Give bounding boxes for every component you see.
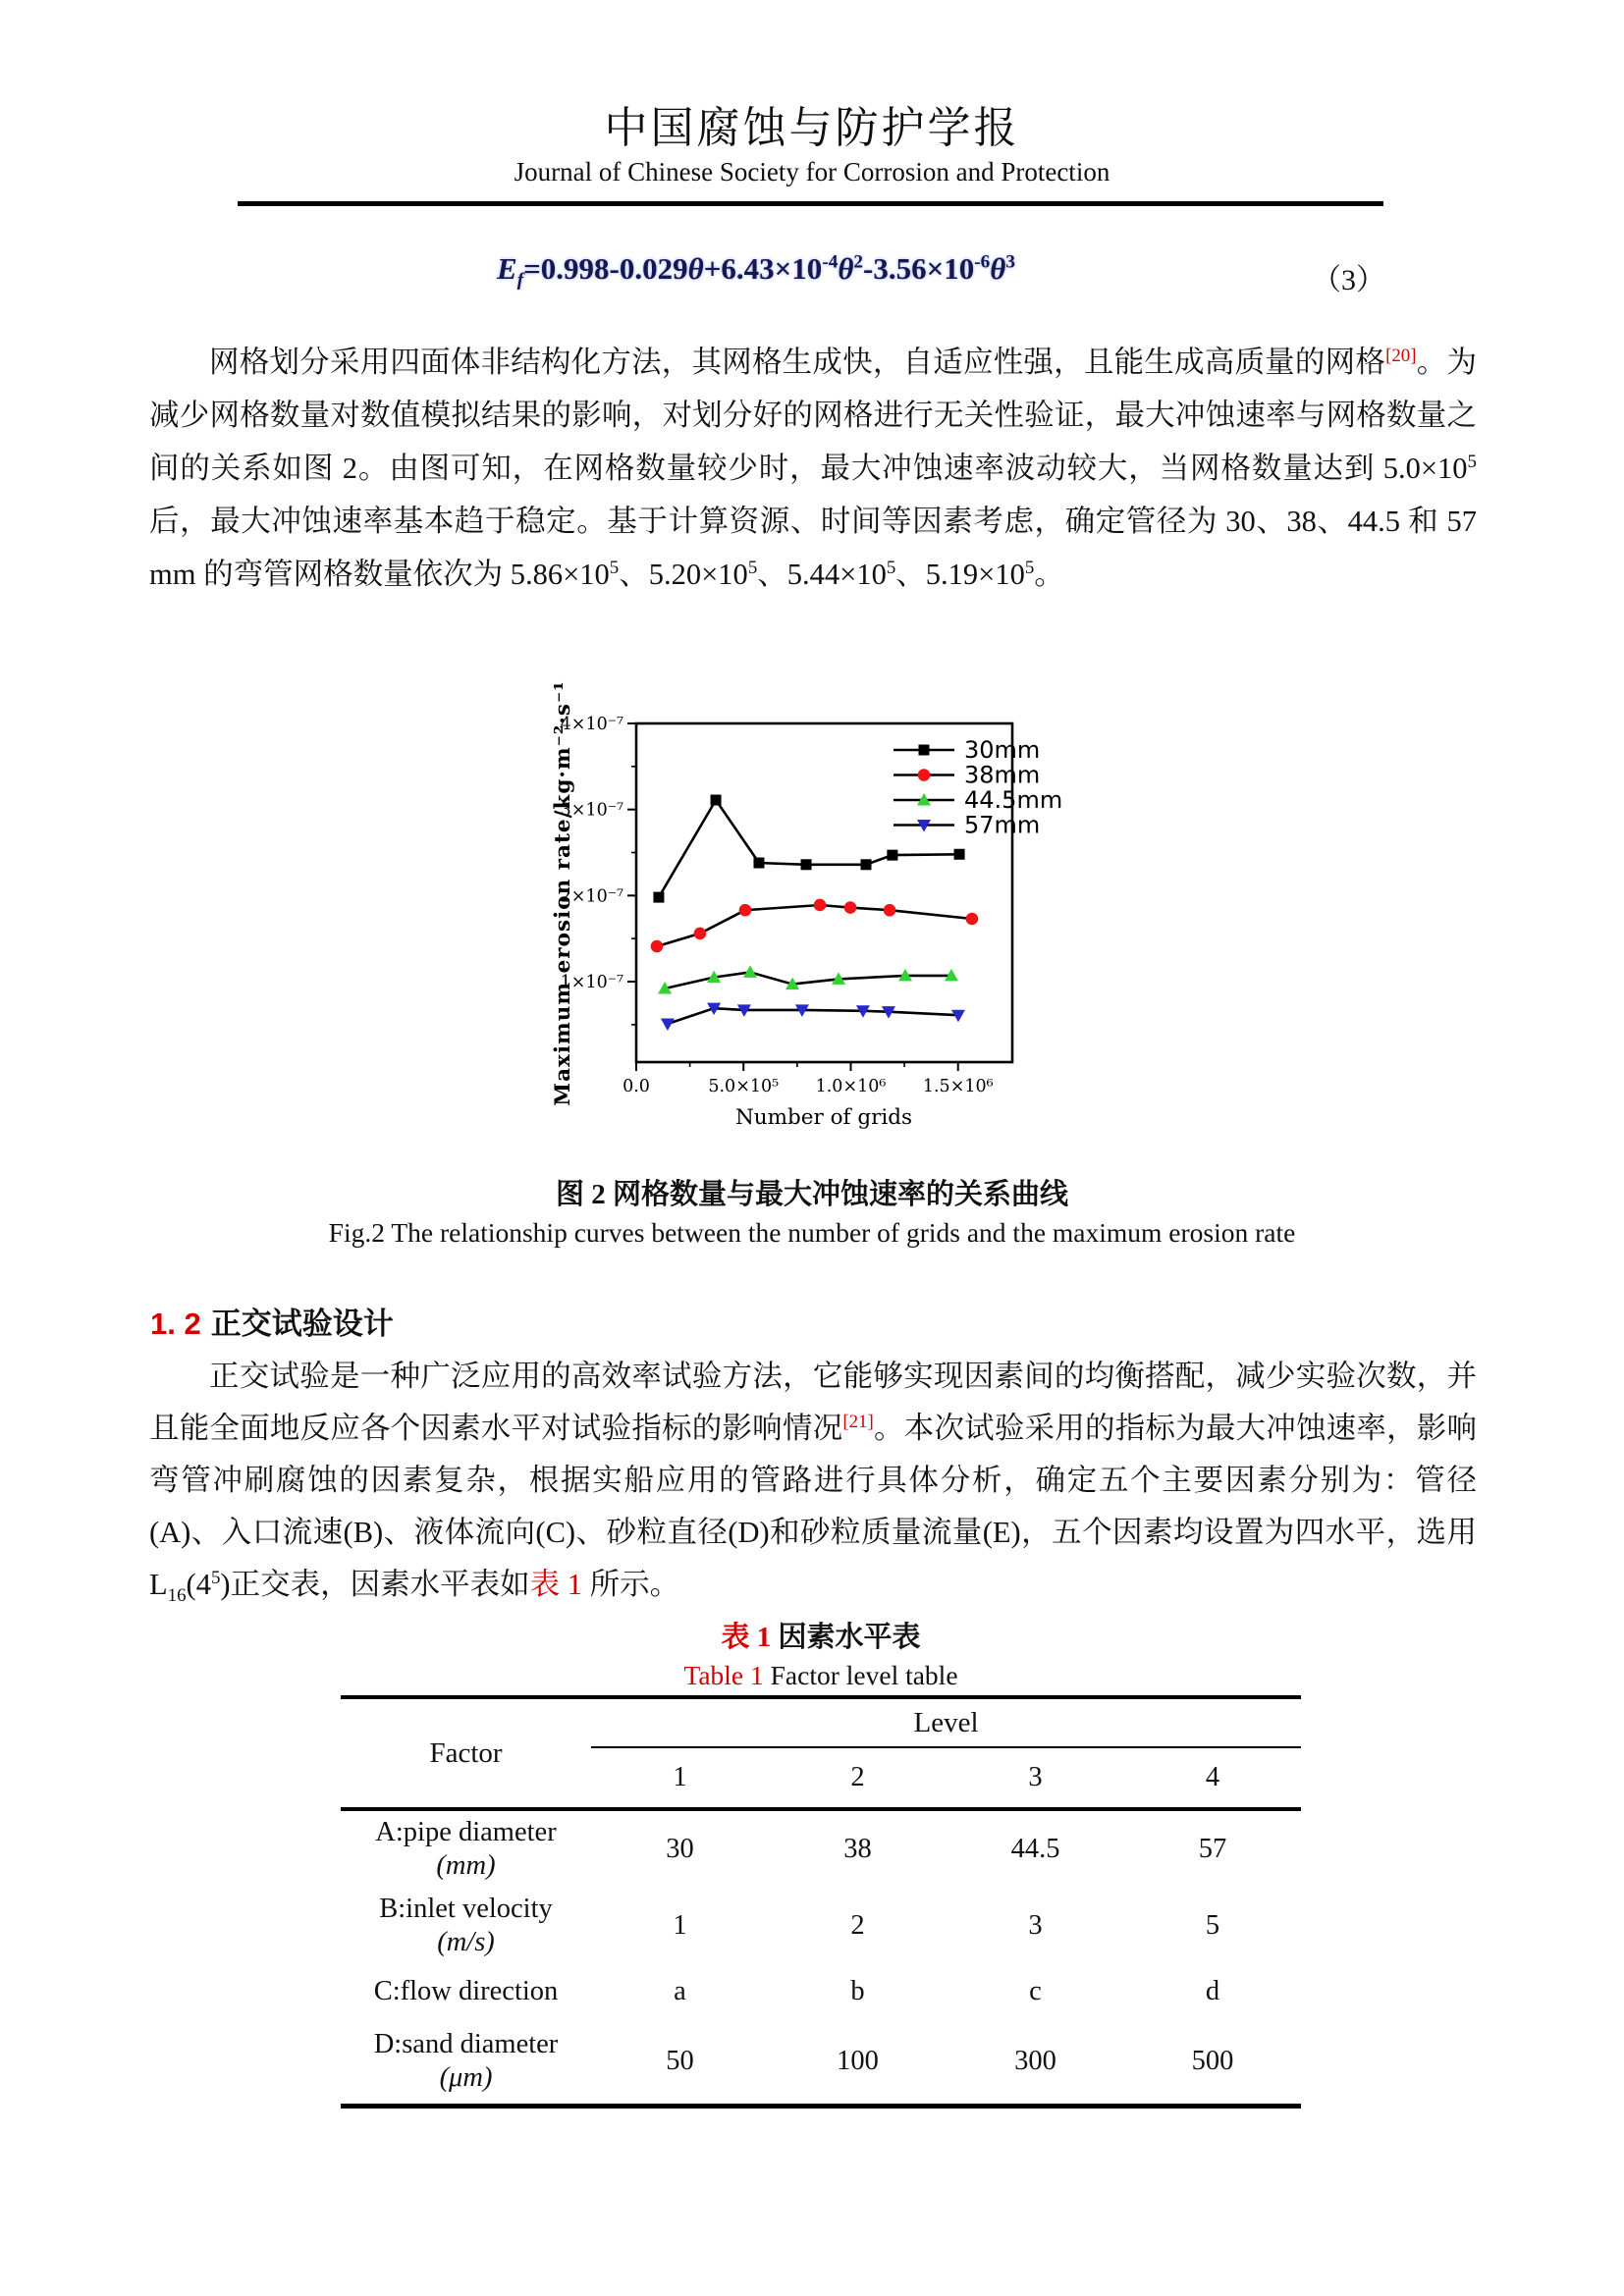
level-value-cell: b (850, 1976, 865, 2006)
text-segment: (4 (186, 1568, 211, 1601)
marker-square (711, 795, 722, 806)
level-value-cell: c (1029, 1976, 1042, 2006)
series-line-57mm (668, 1008, 958, 1024)
level-value-cell: 30 (666, 1834, 694, 1864)
level-value-cell: 44.5 (1010, 1834, 1060, 1864)
citation-ref: [21] (842, 1411, 874, 1432)
text-segment: E (497, 251, 517, 286)
section-number: 1. 2 (150, 1307, 201, 1341)
x-axis-title: Number of grids (734, 1105, 913, 1130)
series-line-30mm (659, 800, 959, 897)
marker-circle (651, 940, 664, 953)
text-segment: =0.998-0.029 (523, 251, 688, 286)
marker-square (861, 859, 872, 870)
header-cell-level-3: 3 (947, 1747, 1124, 1809)
marker-square (954, 849, 965, 860)
level-value-cell: d (1205, 1976, 1220, 2006)
table-caption-en-title: Factor level table (763, 1660, 958, 1690)
legend-label-38mm: 38mm (964, 761, 1041, 789)
y-axis-title: Maximum erosion rate/kg·m⁻²·s⁻¹ (551, 680, 575, 1106)
factor-level-table (341, 1695, 1301, 2109)
journal-title-en: Journal of Chinese Society for Corrosion and Protection (514, 157, 1110, 187)
text-segment: 、5.19×10 (895, 558, 1025, 591)
series-line-38mm (657, 905, 972, 946)
marker-square (653, 892, 664, 903)
y-tick-label: 4×10⁻⁷ (560, 714, 623, 734)
level-value-cell: 100 (837, 2046, 879, 2076)
text-segment: 。本次试验采用的指标为最大冲蚀速率，影响弯管冲刷腐蚀的因素复杂，根据实船应用的管路进行具体分析，确定五个主要因素分别为：管径(A)、入口流速(B)、液体流向(C)、砂粒直径(D)和砂粒质量流量(E)，五个因素均设置为四水平，选用 L (149, 1412, 1477, 1601)
erosion-chart-svg (548, 675, 1117, 1147)
table-caption-en-label: Table 1 (683, 1660, 764, 1690)
series-30mm (653, 795, 964, 903)
figure-caption-cn: 图 2 网格数量与最大冲蚀速率的关系曲线 (555, 1179, 1068, 1210)
marker-square (753, 858, 764, 869)
marker-circle (694, 928, 707, 940)
marker-square (887, 850, 897, 861)
y-tick-label: 2×10⁻⁷ (560, 886, 623, 907)
table-caption-cn-title: 因素水平表 (771, 1622, 921, 1653)
level-value-cell: 57 (1198, 1834, 1227, 1864)
factor-label: A:pipe diameter (375, 1817, 557, 1847)
text-segment: 5 (609, 557, 620, 578)
text-segment: 所示。 (581, 1568, 680, 1601)
factor-unit: (mm) (436, 1850, 496, 1881)
header-divider (238, 201, 1383, 206)
marker-circle (884, 904, 896, 917)
text-segment: 后，最大冲蚀速率基本趋于稳定。基于计算资源、时间等因素考虑，确定管径为 30、38、44.5 和 57 mm 的弯管网格数量依次为 5.86×10 (149, 505, 1477, 591)
header-cell-factor: Factor (341, 1697, 591, 1809)
y-tick-label: 3×10⁻⁷ (560, 800, 623, 821)
text-segment: θ (990, 251, 1006, 286)
section-title: 正交试验设计 (210, 1307, 394, 1341)
marker-triangle-down (661, 1018, 675, 1031)
factor-cell (341, 1964, 591, 2019)
series-38mm (651, 899, 979, 953)
table-row-c (341, 1964, 1301, 2019)
x-axis (623, 1062, 994, 1130)
y-tick-label: 1×10⁻⁷ (560, 973, 623, 992)
legend-label-57mm: 57mm (964, 811, 1041, 839)
factor-cell (341, 1888, 591, 1964)
text-segment: 5 (1024, 557, 1035, 578)
text-segment: 5 (1467, 451, 1477, 472)
text-segment: -3.56×10 (863, 251, 975, 286)
x-tick-label: 5.0×10⁵ (708, 1077, 780, 1096)
marker-circle (966, 913, 979, 926)
header-cell-level: Level (591, 1697, 1301, 1747)
y-axis (551, 680, 636, 1105)
level-value-cell: 50 (666, 2046, 694, 2076)
text-segment: -6 (974, 251, 991, 273)
table-header-row-1 (341, 1697, 1301, 1747)
text-segment: 5 (210, 1567, 221, 1588)
level-value-cell: 300 (1014, 2046, 1056, 2076)
text-segment: 5 (747, 557, 758, 578)
factor-unit: (m/s) (437, 1927, 495, 1957)
table-caption-cn-label: 表 1 (721, 1622, 772, 1653)
header-cell-level-4: 4 (1124, 1747, 1301, 1809)
legend (893, 736, 1062, 839)
equation-number: （3） (1312, 264, 1385, 296)
marker-square (801, 859, 812, 870)
figure-caption-en: Fig.2 The relationship curves between the number of grids and the maximum erosion rate (328, 1217, 1296, 1248)
text-segment: 5 (886, 557, 896, 578)
x-tick-label: 1.0×10⁶ (815, 1077, 887, 1096)
factor-label: B:inlet velocity (379, 1894, 553, 1924)
legend-label-44.5mm: 44.5mm (964, 786, 1063, 814)
series-44.5mm (658, 965, 958, 993)
table-caption-cn (341, 1615, 1301, 1655)
text-segment: -4 (822, 251, 839, 273)
text-segment: 、5.20×10 (619, 558, 748, 591)
legend-marker-30mm (919, 745, 930, 756)
text-segment: 3 (1005, 251, 1015, 273)
legend-marker-38mm (918, 769, 931, 781)
series-57mm (661, 1003, 965, 1031)
text-segment: f (516, 270, 524, 292)
journal-title-cn: 中国腐蚀与防护学报 (604, 104, 1020, 152)
marker-triangle-up (743, 965, 757, 978)
marker-circle (739, 904, 752, 917)
text-segment: θ (838, 251, 854, 286)
x-tick-label: 1.5×10⁶ (922, 1077, 994, 1096)
header-cell-level-1: 1 (591, 1747, 769, 1809)
x-tick-label: 0.0 (623, 1077, 650, 1096)
table-caption-en (341, 1660, 1301, 1691)
text-segment: 。 (1034, 558, 1064, 591)
factor-label: D:sand diameter (373, 2029, 559, 2059)
level-value-cell: 38 (843, 1834, 872, 1864)
text-segment: 16 (167, 1585, 187, 1607)
text-segment: 2 (853, 251, 864, 273)
factor-cell (341, 1809, 591, 1888)
figure-2 (548, 675, 1117, 1147)
factor-unit: (μm) (439, 2062, 493, 2093)
text-segment: )正交表，因素水平表如 (220, 1568, 530, 1601)
text-segment: +6.43×10 (703, 251, 823, 286)
text-segment: 。为减少网格数量对数值模拟结果的影响，对划分好的网格进行无关性验证，最大冲蚀速率与网格数量之间的关系如图 2。由图可知，在网格数量较少时，最大冲蚀速率波动较大，当网格数量达到 5.0×10 (149, 346, 1478, 485)
level-value-cell: 500 (1191, 2046, 1234, 2076)
header-cell-level-2: 2 (769, 1747, 947, 1809)
section-heading-1-2 (150, 1299, 394, 1343)
factor-cell (341, 2019, 591, 2107)
paragraph-grid-independence (149, 336, 1477, 601)
table-row-b (341, 1888, 1301, 1964)
citation-ref: [20] (1385, 345, 1417, 366)
text-segment: θ (687, 251, 704, 286)
paragraph-orthogonal-design (149, 1351, 1477, 1611)
level-value-cell: 2 (850, 1910, 865, 1941)
text-segment: 正交试验是一种广泛应用的高效率试验方法，它能够实现因素间的均衡搭配，减少实验次数，并且能全面地反应各个因素水平对试验指标的影响情况 (149, 1360, 1477, 1445)
level-value-cell: 5 (1205, 1910, 1220, 1941)
level-value-cell: 1 (673, 1910, 687, 1941)
text-segment: 表 1 (529, 1568, 582, 1601)
level-value-cell: 3 (1028, 1910, 1043, 1941)
text-segment: 、5.44×10 (757, 558, 887, 591)
marker-circle (814, 899, 827, 912)
factor-table-body (341, 1809, 1301, 2107)
level-value-cell: a (674, 1976, 686, 2006)
factor-label: C:flow direction (373, 1976, 559, 2006)
table-row-d (341, 2019, 1301, 2107)
text-segment: 网格划分采用四面体非结构化方法，其网格生成快，自适应性强，且能生成高质量的网格 (209, 346, 1386, 379)
legend-label-30mm: 30mm (964, 736, 1041, 764)
marker-circle (844, 901, 857, 914)
table-row-a (341, 1809, 1301, 1888)
equation-3 (137, 251, 1375, 292)
